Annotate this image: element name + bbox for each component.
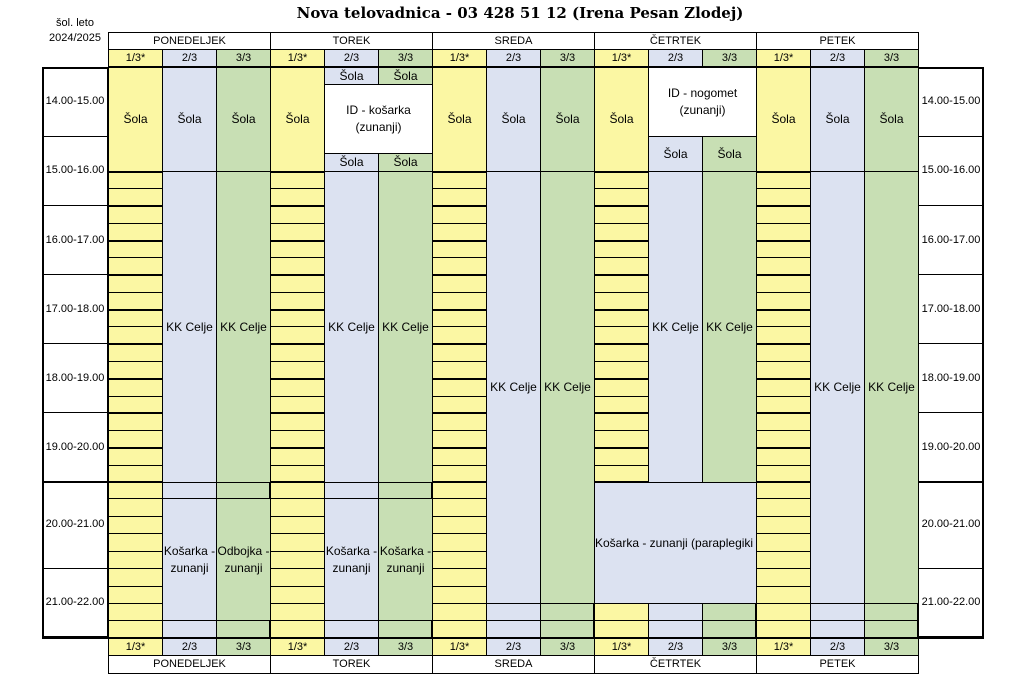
slot-line xyxy=(270,586,325,587)
school-year-line1: šol. leto xyxy=(56,17,94,29)
slot-line xyxy=(432,551,487,552)
section-header-tue-1: 1/3* xyxy=(270,49,325,67)
block-tue-1-sola: Šola xyxy=(270,67,325,172)
slot-line xyxy=(270,430,325,431)
hour-line-left-4 xyxy=(42,343,109,344)
hour-line xyxy=(270,205,325,207)
section-footer-thu-2: 2/3 xyxy=(648,638,703,656)
school-year-label xyxy=(44,16,106,46)
hour-line xyxy=(432,240,487,242)
section-header-tue-3: 3/3 xyxy=(378,49,433,67)
slot-line xyxy=(270,498,325,499)
block-fri-3-kk-celje: KK Celje xyxy=(864,171,919,604)
time-label-left-6: 19.00-20.00 xyxy=(45,441,105,453)
block-fri-2-kk-celje: KK Celje xyxy=(810,171,865,604)
hour-line xyxy=(594,343,649,345)
slot-line xyxy=(756,292,811,293)
block-thu-3-kk-celje: KK Celje xyxy=(702,171,757,483)
hour-line xyxy=(594,412,649,414)
block-tue-2-kosarka: Košarka - zunanji xyxy=(324,498,379,621)
slot-line xyxy=(270,188,325,189)
slot-line xyxy=(270,396,325,397)
slot-line xyxy=(432,223,487,224)
hour-line-left-2 xyxy=(42,205,109,206)
slot-line xyxy=(108,361,163,362)
hour-line xyxy=(756,447,811,449)
section-header-fri-3: 3/3 xyxy=(864,49,919,67)
slot-line xyxy=(108,498,163,499)
section-header-wed-2: 2/3 xyxy=(486,49,541,67)
slot-line xyxy=(756,465,811,466)
slot-line xyxy=(108,430,163,431)
slot-line xyxy=(270,257,325,258)
block-mon-3-sola: Šola xyxy=(216,67,271,172)
slot-line xyxy=(432,361,487,362)
time-label-left-4: 17.00-18.00 xyxy=(45,303,105,315)
slot-line xyxy=(432,568,487,569)
block-tue-id-kosarka: ID - košarka (zunanji) xyxy=(324,84,433,154)
hour-line xyxy=(594,309,649,311)
block-tue-3-kk-celje: KK Celje xyxy=(378,171,433,483)
slot-line xyxy=(756,188,811,189)
section-header-fri-1: 1/3* xyxy=(756,49,811,67)
hour-line-left-5 xyxy=(42,412,109,413)
day-footer-tuesday: TOREK xyxy=(270,655,433,674)
block-thu-3-sola: Šola xyxy=(702,136,757,172)
block-tue-2-sola-top: Šola xyxy=(324,67,379,85)
slot-line xyxy=(756,551,811,552)
block-thu-kosarka-paraplegiki: Košarka - zunanji (paraplegiki xyxy=(594,482,757,604)
hour-line-left-1 xyxy=(42,136,109,137)
hour-line xyxy=(108,343,163,345)
block-fri-3-sola: Šola xyxy=(864,67,919,172)
hour-line xyxy=(756,412,811,414)
hour-line xyxy=(432,274,487,276)
slot-line xyxy=(270,292,325,293)
hour-line xyxy=(270,447,325,449)
day-header-wednesday: SREDA xyxy=(432,32,595,50)
slot-line xyxy=(432,498,487,499)
section-header-wed-1: 1/3* xyxy=(432,49,487,67)
hour-line xyxy=(270,378,325,380)
block-mon-2-kosarka: Košarka - zunanji xyxy=(162,498,217,621)
block-tue-3-sola-bottom: Šola xyxy=(378,153,433,172)
hour-line xyxy=(594,378,649,380)
section-footer-fri-2: 2/3 xyxy=(810,638,865,656)
slot-line xyxy=(756,568,811,569)
block-wed-1-sola: Šola xyxy=(432,67,487,172)
hour-line-left-6 xyxy=(42,481,109,483)
block-mon-1-sola: Šola xyxy=(108,67,163,172)
slot-line xyxy=(108,223,163,224)
slot-line xyxy=(108,551,163,552)
time-label-right-7: 20.00-21.00 xyxy=(921,518,981,530)
hour-line xyxy=(270,274,325,276)
slot-line xyxy=(594,361,649,362)
slot-line xyxy=(108,396,163,397)
block-tue-3-kosarka: Košarka - zunanji xyxy=(378,498,433,621)
hour-line xyxy=(108,412,163,414)
hour-line xyxy=(432,378,487,380)
slot-line xyxy=(594,188,649,189)
slot-line xyxy=(756,223,811,224)
hour-line xyxy=(108,240,163,242)
hour-line xyxy=(108,378,163,380)
day-footer-wednesday: SREDA xyxy=(432,655,595,674)
section-header-thu-2: 2/3 xyxy=(648,49,703,67)
block-mon-3-odbojka: Odbojka - zunanji xyxy=(216,498,271,621)
hour-line xyxy=(756,274,811,276)
hour-line xyxy=(594,240,649,242)
hour-line xyxy=(756,343,811,345)
day-footer-monday: PONEDELJEK xyxy=(108,655,271,674)
hour-line xyxy=(432,205,487,207)
hour-line-right-6 xyxy=(917,481,984,483)
time-label-right-2: 15.00-16.00 xyxy=(921,164,981,176)
slot-line xyxy=(108,465,163,466)
hour-line-left-7 xyxy=(42,568,109,569)
slot-line xyxy=(756,430,811,431)
slot-line xyxy=(108,586,163,587)
section-footer-fri-1: 1/3* xyxy=(756,638,811,656)
time-label-right-6: 19.00-20.00 xyxy=(921,441,981,453)
block-wed-2-kk-celje: KK Celje xyxy=(486,171,541,604)
block-wed-2-sola: Šola xyxy=(486,67,541,172)
block-mon-2-sola: Šola xyxy=(162,67,217,172)
slot-line xyxy=(594,223,649,224)
hour-line xyxy=(594,274,649,276)
day-header-tuesday: TOREK xyxy=(270,32,433,50)
hour-line xyxy=(756,240,811,242)
time-label-left-3: 16.00-17.00 xyxy=(45,234,105,246)
hour-line xyxy=(432,343,487,345)
hour-line xyxy=(756,378,811,380)
slot-line xyxy=(594,326,649,327)
day-header-thursday: ČETRTEK xyxy=(594,32,757,50)
hour-line-right-4 xyxy=(917,343,984,344)
section-header-thu-1: 1/3* xyxy=(594,49,649,67)
section-footer-thu-1: 1/3* xyxy=(594,638,649,656)
section-header-fri-2: 2/3 xyxy=(810,49,865,67)
hour-line xyxy=(756,309,811,311)
hour-line xyxy=(270,309,325,311)
block-wed-3-kk-celje: KK Celje xyxy=(540,171,595,604)
section-footer-tue-2: 2/3 xyxy=(324,638,379,656)
section-footer-mon-2: 2/3 xyxy=(162,638,217,656)
slot-line xyxy=(432,292,487,293)
hour-line xyxy=(108,274,163,276)
slot-line xyxy=(270,223,325,224)
block-fri-1-sola: Šola xyxy=(756,67,811,172)
time-label-left-7: 20.00-21.00 xyxy=(45,518,105,530)
slot-line xyxy=(270,516,325,517)
hour-line xyxy=(270,240,325,242)
slot-line xyxy=(432,533,487,534)
hour-line xyxy=(108,447,163,449)
day-header-monday: PONEDELJEK xyxy=(108,32,271,50)
hour-line-right-2 xyxy=(917,205,984,206)
time-label-right-1: 14.00-15.00 xyxy=(921,95,981,107)
hour-line xyxy=(756,205,811,207)
block-mon-2-kk-celje: KK Celje xyxy=(162,171,217,483)
hour-line-left-3 xyxy=(42,274,109,275)
hour-line xyxy=(432,309,487,311)
slot-line xyxy=(594,396,649,397)
slot-line xyxy=(432,257,487,258)
slot-line xyxy=(270,361,325,362)
slot-line xyxy=(432,586,487,587)
slot-line xyxy=(270,326,325,327)
block-wed-3-sola: Šola xyxy=(540,67,595,172)
slot-line xyxy=(594,430,649,431)
section-header-wed-3: 3/3 xyxy=(540,49,595,67)
section-footer-fri-3: 3/3 xyxy=(864,638,919,656)
block-thu-1-sola: Šola xyxy=(594,67,649,172)
section-header-mon-3: 3/3 xyxy=(216,49,271,67)
block-tue-2-kk-celje: KK Celje xyxy=(324,171,379,483)
section-footer-tue-3: 3/3 xyxy=(378,638,433,656)
slot-line xyxy=(432,396,487,397)
slot-line xyxy=(432,326,487,327)
block-thu-id-nogomet: ID - nogomet (zunanji) xyxy=(648,67,757,137)
section-footer-tue-1: 1/3* xyxy=(270,638,325,656)
slot-line xyxy=(594,465,649,466)
hour-line xyxy=(594,205,649,207)
section-header-tue-2: 2/3 xyxy=(324,49,379,67)
slot-line xyxy=(270,533,325,534)
slot-line xyxy=(108,188,163,189)
slot-line xyxy=(108,533,163,534)
slot-line xyxy=(756,326,811,327)
hour-line xyxy=(108,205,163,207)
slot-line xyxy=(756,361,811,362)
slot-line xyxy=(270,465,325,466)
block-thu-2-sola: Šola xyxy=(648,136,703,172)
day-header-friday: PETEK xyxy=(756,32,919,50)
block-fri-2-sola: Šola xyxy=(810,67,865,172)
hour-line-right-7 xyxy=(917,568,984,569)
slot-line xyxy=(108,516,163,517)
day-footer-friday: PETEK xyxy=(756,655,919,674)
slot-line xyxy=(756,586,811,587)
section-header-mon-2: 2/3 xyxy=(162,49,217,67)
slot-line xyxy=(108,568,163,569)
slot-line xyxy=(108,257,163,258)
right-time-frame xyxy=(917,67,984,638)
left-time-frame xyxy=(42,67,109,638)
slot-line xyxy=(432,516,487,517)
slot-line xyxy=(594,292,649,293)
hour-line xyxy=(270,412,325,414)
slot-line xyxy=(270,568,325,569)
section-header-mon-1: 1/3* xyxy=(108,49,163,67)
hour-line xyxy=(108,309,163,311)
slot-line xyxy=(756,396,811,397)
slot-line xyxy=(432,188,487,189)
school-year-line2: 2024/2025 xyxy=(49,32,101,44)
section-footer-wed-2: 2/3 xyxy=(486,638,541,656)
block-tue-3-sola-top: Šola xyxy=(378,67,433,85)
slot-line xyxy=(432,465,487,466)
time-label-left-8: 21.00-22.00 xyxy=(45,596,105,608)
hour-line-right-1 xyxy=(917,136,984,137)
slot-line xyxy=(594,257,649,258)
section-footer-mon-1: 1/3* xyxy=(108,638,163,656)
day-footer-thursday: ČETRTEK xyxy=(594,655,757,674)
time-label-right-8: 21.00-22.00 xyxy=(921,596,981,608)
slot-line xyxy=(270,551,325,552)
time-label-left-5: 18.00-19.00 xyxy=(45,372,105,384)
hour-line xyxy=(594,447,649,449)
time-label-right-5: 18.00-19.00 xyxy=(921,372,981,384)
slot-line xyxy=(756,516,811,517)
block-tue-2-sola-bottom: Šola xyxy=(324,153,379,172)
section-footer-wed-1: 1/3* xyxy=(432,638,487,656)
hour-line xyxy=(270,343,325,345)
block-mon-3-kk-celje: KK Celje xyxy=(216,171,271,483)
time-label-left-2: 15.00-16.00 xyxy=(45,164,105,176)
section-footer-mon-3: 3/3 xyxy=(216,638,271,656)
hour-line xyxy=(432,447,487,449)
hour-line-right-3 xyxy=(917,274,984,275)
time-label-right-3: 16.00-17.00 xyxy=(921,234,981,246)
time-label-left-1: 14.00-15.00 xyxy=(45,95,105,107)
hour-line-right-5 xyxy=(917,412,984,413)
time-label-right-4: 17.00-18.00 xyxy=(921,303,981,315)
section-header-thu-3: 3/3 xyxy=(702,49,757,67)
slot-line xyxy=(108,292,163,293)
page-title: Nova telovadnica - 03 428 51 12 (Irena Pesan Zlodej) xyxy=(296,4,744,22)
slot-line xyxy=(432,430,487,431)
slot-line xyxy=(756,257,811,258)
section-footer-thu-3: 3/3 xyxy=(702,638,757,656)
slot-line xyxy=(108,326,163,327)
hour-line xyxy=(432,412,487,414)
slot-line xyxy=(756,498,811,499)
section-footer-wed-3: 3/3 xyxy=(540,638,595,656)
block-thu-2-kk-celje: KK Celje xyxy=(648,171,703,483)
slot-line xyxy=(756,533,811,534)
